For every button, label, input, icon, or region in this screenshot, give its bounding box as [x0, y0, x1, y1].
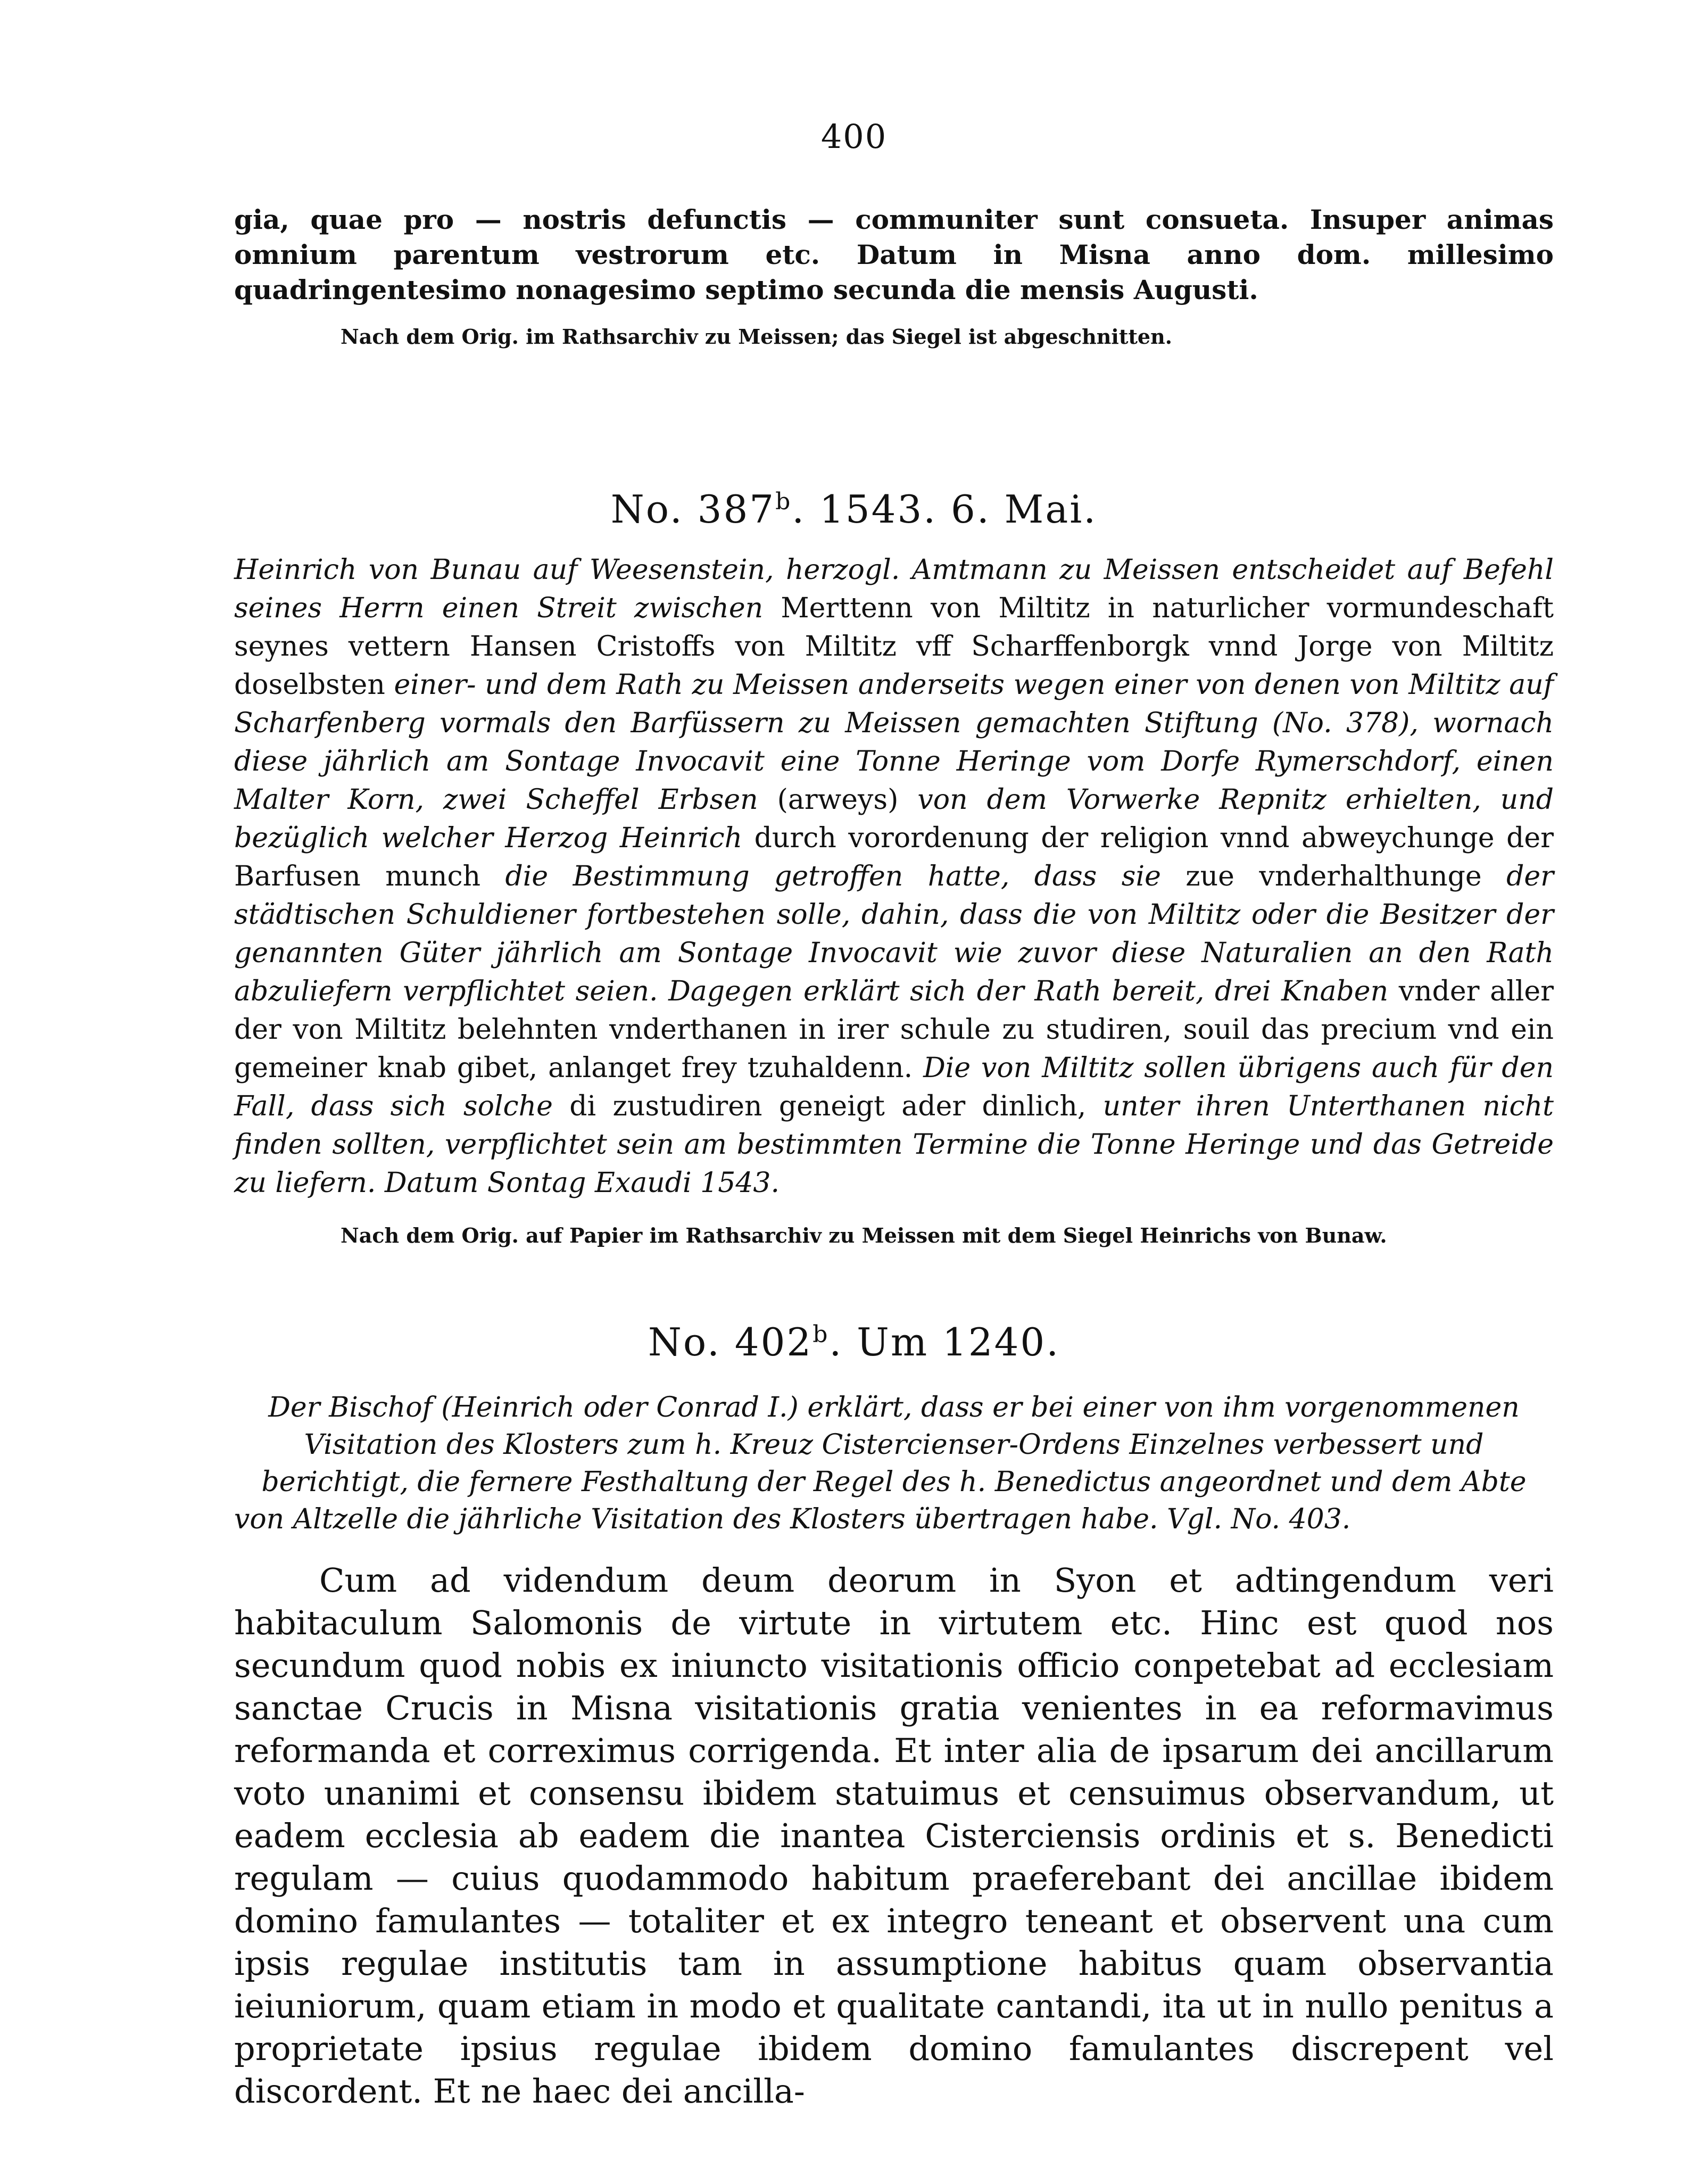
- prev-doc-source-note: Nach dem Orig. im Rathsarchiv zu Meissen; das Siegel ist abgeschnitten.: [341, 325, 1172, 349]
- doc-387b-heading-sup: b: [775, 488, 792, 515]
- regest-segment: von dem Vorwerke Repnitz erhielten, und bezüglich welcher Herzog Heinrich: [234, 784, 1554, 854]
- regest-segment: Heinrich von Bunau auf Weesenstein, herzogl. Amtmann zu Meissen entscheidet auf Befehl seines Herrn einen Streit zwischen: [234, 554, 1554, 624]
- regest-segment: durch vorordenung der religion vnnd abweychunge der Barfusen munch: [234, 822, 1554, 892]
- doc-402b-heading: [0, 1320, 1708, 1364]
- regest-segment: die Bestimmung getroffen hatte, dass sie: [505, 861, 1186, 892]
- doc-387b-heading-date: . 1543. 6. Mai.: [792, 487, 1098, 532]
- regest-segment: (arweys): [777, 784, 918, 816]
- regest-segment: zue vnderhalthunge: [1185, 861, 1507, 892]
- regest-segment: einer- und dem Rath zu Meissen anderseits wegen einer von denen von Miltitz auf Scharfenberg vormals den Barfüssern zu Meissen gemachten Stiftung (No. 378), wornach diese jährlich am Sontage Invocavit eine Tonne Heringe vom Dorfe Rymerschdorf, einen Malter Korn, zwei Scheffel Erbsen: [234, 669, 1554, 816]
- regest-segment: Die von Miltitz sollen übrigens auch für den Fall, dass sich solche: [234, 1052, 1554, 1122]
- doc-402b: [234, 1389, 1554, 2113]
- page-number: 400: [820, 117, 888, 156]
- regest-segment: vnder aller der von Miltitz belehnten vnderthanen in irer schule zu studiren, souil das precium vnd ein gemeiner knab gibet, anlanget frey tzuhaldenn.: [234, 975, 1554, 1084]
- doc-402b-body: Cum ad videndum deum deorum in Syon et adtingendum veri habitaculum Salomonis de virtute in virtutem etc. Hinc est quod nos secundum quod nobis ex iniuncto visitationis officio conpetebat ad ecclesiam sanctae Crucis in Misna visitationis gratia venientes in ea reformavimus reformanda et correximus corrigenda. Et inter alia de ipsarum dei ancillarum voto unanimi et consensu ibidem statuimus et censuimus observandum, ut eadem ecclesia ab eadem die inantea Cisterciensis ordinis et s. Benedicti regulam — cuius quodammodo habitum praeferebant dei ancillae ibidem domino famulantes — totaliter et ex integro teneant et observent una cum ipsis regulae institutis tam in assumptione habitus quam observantia ieiuniorum, quam etiam in modo et qualitate cantandi, ita ut in nullo penitus a proprietate ipsius regulae ibidem domino famulantes discrepent vel discordent. Et ne haec dei ancilla-: [234, 1561, 1554, 2111]
- regest-segment: Merttenn von Miltitz in naturlicher vormundeschaft seynes vettern Hansen Cristoffs von Miltitz vff Scharffenborgk vnnd Jorge von Miltitz doselbsten: [234, 592, 1554, 701]
- regest-segment: der städtischen Schuldiener fortbestehen solle, dahin, dass die von Miltitz oder die Besitzer der genannten Güter jährlich am Sontage Invocavit wie zuvor diese Naturalien an den Rath abzuliefern verpflichtet seien. Dagegen erklärt sich der Rath bereit, drei Knaben: [234, 861, 1554, 1007]
- prev-doc-text: gia, quae pro — nostris defunctis — communiter sunt consueta. Insuper animas omnium parentum vestrorum etc. Datum in Misna anno dom. millesimo quadringentesimo nonagesimo septimo secunda die mensis Augusti.: [234, 204, 1554, 305]
- doc-387b-heading-no: No. 387: [610, 487, 776, 532]
- doc-387b: [234, 551, 1554, 1247]
- regest-segment: di zustudiren geneigt ader dinlich,: [569, 1090, 1103, 1122]
- doc-402b-heading-date: . Um 1240.: [829, 1320, 1060, 1364]
- prev-doc: [234, 202, 1554, 349]
- doc-402b-heading-sup: b: [812, 1321, 830, 1348]
- doc-402b-regest: Der Bischof (Heinrich oder Conrad I.) erklärt, dass er bei einer von ihm vorgenommenen Visitation des Klosters zum h. Kreuz Cistercienser-Ordens Einzelnes verbessert und berichtigt, die fernere Festhaltung der Regel des h. Benedictus angeordnet und dem Abte von Altzelle die jährliche Visitation des Klosters übertragen habe. Vgl. No. 403.: [234, 1392, 1527, 1535]
- regest-segment: unter ihren Unterthanen nicht finden sollten, verpflichtet sein am bestimmten Termine die Tonne Heringe und das Getreide zu liefern. Datum Sontag Exaudi 1543.: [234, 1090, 1554, 1199]
- doc-387b-regest: [234, 551, 1554, 1202]
- doc-402b-heading-no: No. 402: [648, 1320, 813, 1364]
- doc-387b-heading: [0, 487, 1708, 532]
- doc-387b-source-note: Nach dem Orig. auf Papier im Rathsarchiv zu Meissen mit dem Siegel Heinrichs von Bunaw.: [341, 1223, 1387, 1247]
